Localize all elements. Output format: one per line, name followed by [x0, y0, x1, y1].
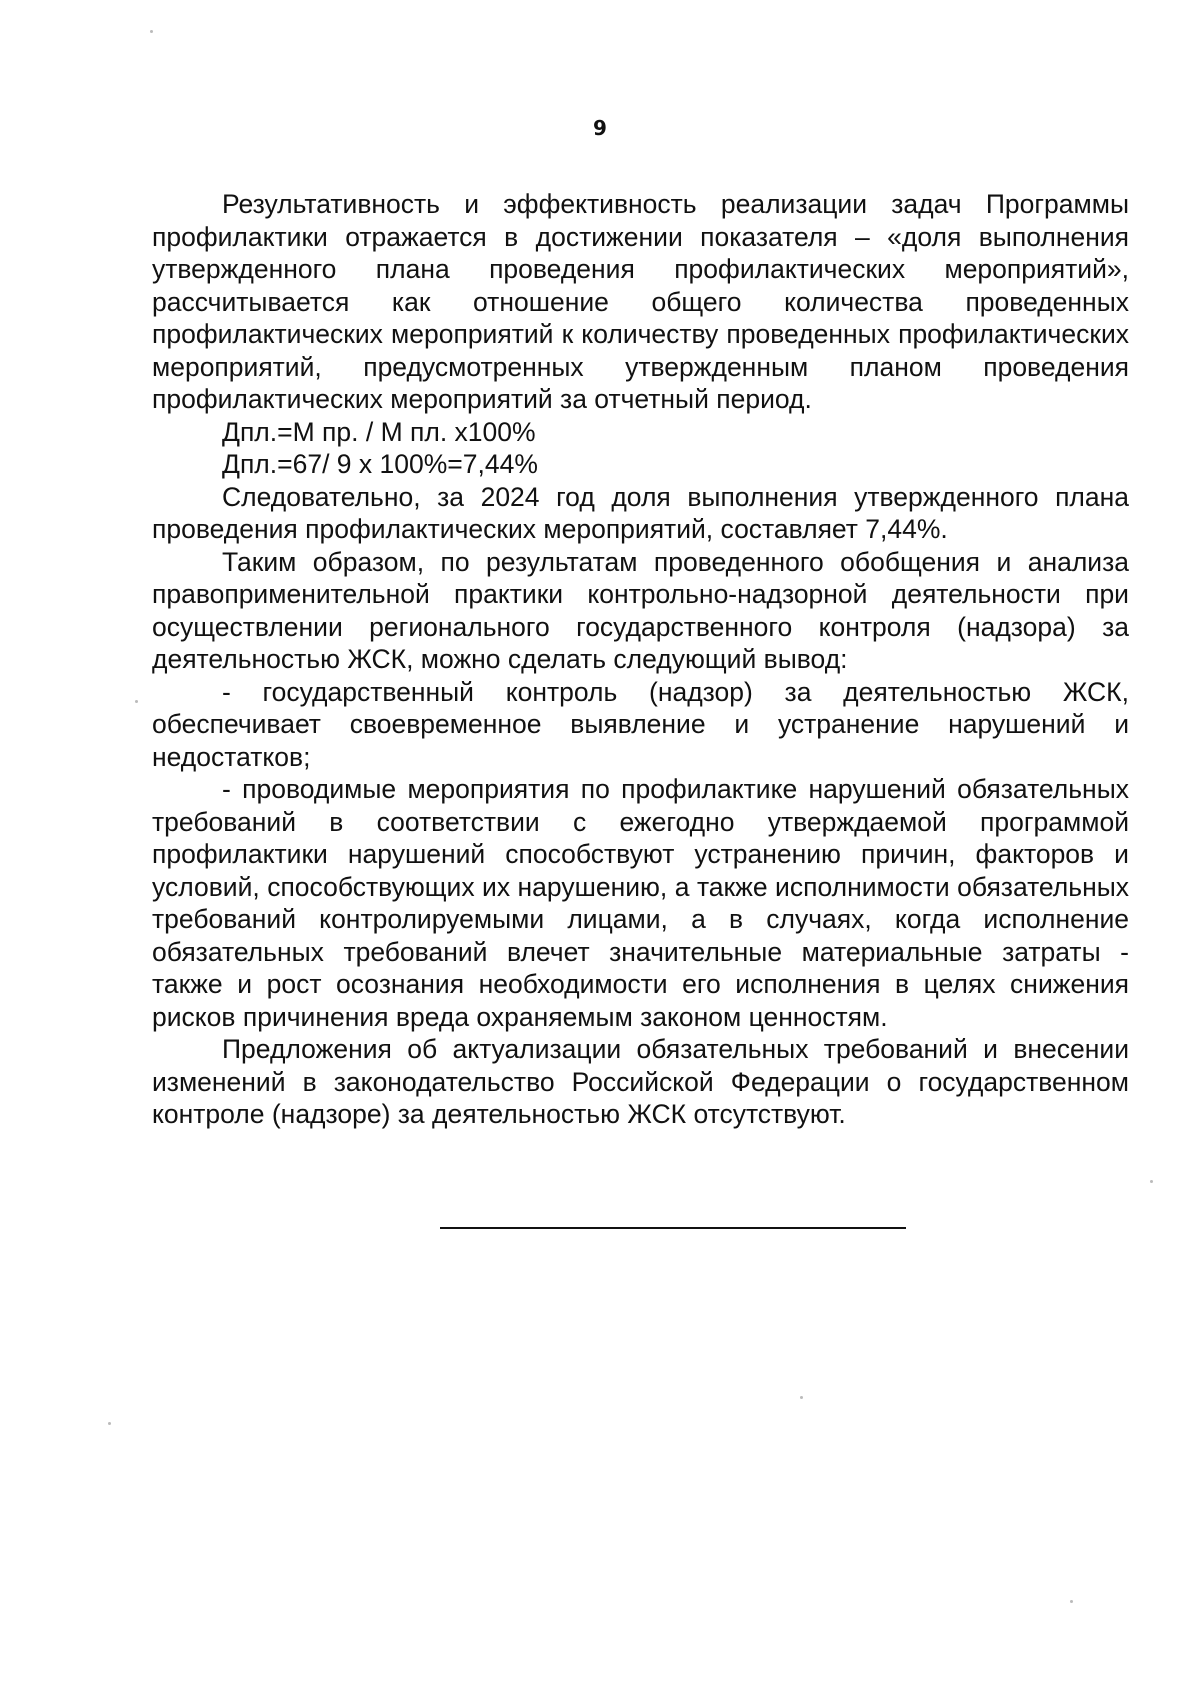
- formula-general: Дпл.=М пр. / М пл. х100%: [222, 416, 536, 447]
- conclusion-item-prevention: - проводимые мероприятия по профилактике нарушений обязательных требований в соответствии с ежегодно утверждаемой программой профилактики нарушений способствуют устранению причин, факторов и условий, способствующих их нарушению, а также исполнимости обязательных требований контролируемыми лицами, а в случаях, когда исполнение обязательных требований влечет значительные материальные затраты - также и рост осознания необходимости его исполнения в целях снижения рисков причинения вреда охраняемым законом ценностям.: [152, 774, 1129, 1032]
- paragraph-proposals: Предложения об актуализации обязательных требований и внесении изменений в законодательство Российской Федерации о государственном контроле (надзоре) за деятельностью ЖСК отсутствуют.: [152, 1034, 1129, 1129]
- scan-speck: [150, 30, 153, 33]
- paragraph-effectiveness: Результативность и эффективность реализации задач Программы профилактики отражается в достижении показателя – «доля выполнения утвержденного плана проведения профилактических мероприятий», рассчитывается как отношение общего количества проведенных профилактических мероприятий к количеству проведенных профилактических мероприятий, предусмотренных утвержденным планом проведения профилактических мероприятий за отчетный период.: [152, 189, 1129, 414]
- conclusion-item-control: - государственный контроль (надзор) за деятельностью ЖСК, обеспечивает своевременное выявление и устранение нарушений и недостатков;: [152, 676, 1129, 772]
- scan-speck: [1070, 1600, 1073, 1603]
- end-separator-line: [440, 1227, 906, 1229]
- paragraph-result: Следовательно, за 2024 год доля выполнения утвержденного плана проведения профилактических мероприятий, составляет 7,44%.: [152, 481, 1129, 544]
- formula-calculation: Дпл.=67/ 9 х 100%=7,44%: [222, 449, 538, 479]
- scan-speck: [800, 1396, 803, 1399]
- document-body: [152, 188, 1129, 1131]
- scan-speck: [108, 1422, 111, 1425]
- page-number: 9: [593, 116, 607, 140]
- scan-speck: [1150, 1180, 1153, 1183]
- scan-speck: [135, 700, 138, 703]
- paragraph-conclusion-intro: Таким образом, по результатам проведенного обобщения и анализа правоприменительной практики контрольно-надзорной деятельности при осуществлении регионального государственного контроля (надзора) за деятельностью ЖСК, можно сделать следующий вывод:: [152, 546, 1129, 674]
